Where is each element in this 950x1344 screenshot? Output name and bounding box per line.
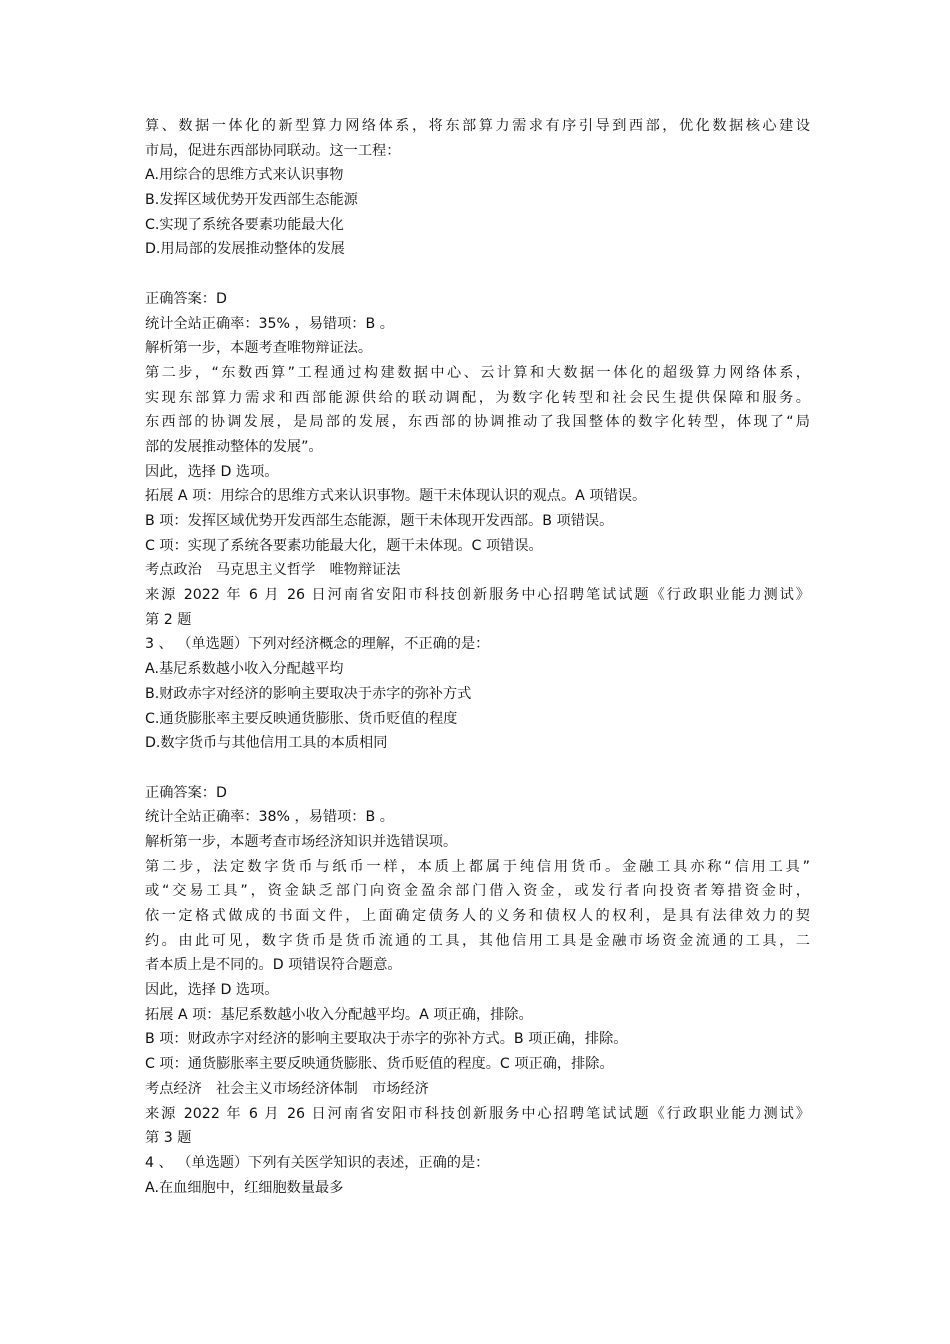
q2-source: 来源 2022 年 6 月 26 日河南省安阳市科技创新服务中心招聘笔试试题《行政职业能力测试》 [145,587,810,604]
q2-option-a: A.用综合的思维方式来认识事物 [145,167,344,184]
q3-analysis-line: 依一定格式做成的书面文件，上面确定债务人的义务和债权人的权利，是具有法律效力的契 [145,908,810,924]
q2-analysis-line: 第二步，“东数西算”工程通过构建数据中心、云计算和大数据一体化的超级算力网络体系， [145,364,810,381]
q2-analysis-line: B 项：发挥区域优势开发西部生态能源，题干未体现开发西部。B 项错误。 [145,513,614,529]
q2-analysis-line: 部的发展推动整体的发展”。 [145,438,323,455]
q2-analysis-line: C 项：实现了系统各要素功能最大化，题干未体现。C 项错误。 [145,537,543,554]
q2-stem-line: 市局，促进东西部协同联动。这一工程： [145,142,401,159]
q3-analysis-line: 约。由此可见，数字货币是货币流通的工具，其他信用工具是金融市场资金流通的工具，二 [145,932,810,949]
q3-analysis-line: 因此，选择 D 选项。 [145,982,279,999]
q3-answer: 正确答案：D [145,784,227,801]
q3-topic: 考点经济 社会主义市场经济体制 市场经济 [145,1080,429,1097]
q3-analysis-line: 或“交易工具”，资金缺乏部门向资金盈余部门借入资金，或发行者向投资者筹措资金时， [145,883,810,900]
q2-stem-line: 算、数据一体化的新型算力网络体系，将东部算力需求有序引导到西部，优化数据核心建设 [145,118,810,134]
q2-answer: 正确答案：D [145,290,227,307]
q3-option-d: D.数字货币与其他信用工具的本质相同 [145,735,388,752]
q2-analysis-line: 拓展 A 项：用综合的思维方式来认识事物。题干未体现认识的观点。A 项错误。 [145,488,647,505]
q2-option-c: C.实现了系统各要素功能最大化 [145,216,344,233]
q4-stem: 4 、 （单选题）下列有关医学知识的表述，正确的是： [145,1154,490,1171]
q3-source: 来源 2022 年 6 月 26 日河南省安阳市科技创新服务中心招聘笔试试题《行政职业能力测试》 [145,1105,810,1122]
q2-source-number: 第 2 题 [145,611,192,628]
q2-stats: 统计全站正确率：35% ，易错项：B 。 [145,315,394,332]
q3-option-c: C.通货膨胀率主要反映通货膨胀、货币贬值的程度 [145,710,458,727]
spacer [145,756,810,781]
q3-stats: 统计全站正确率：38% ，易错项：B 。 [145,809,394,826]
q2-analysis-line: 解析第一步，本题考查唯物辩证法。 [145,340,373,357]
q3-analysis-line: 者本质上是不同的。D 项错误符合题意。 [145,957,402,974]
q3-analysis-line: C 项：通货膨胀率主要反映通货膨胀、货币贬值的程度。C 项正确，排除。 [145,1056,614,1073]
q3-analysis-line: 拓展 A 项：基尼系数越小收入分配越平均。A 项正确，排除。 [145,1006,533,1023]
spacer [145,262,810,287]
q3-analysis-line: 第二步，法定数字货币与纸币一样，本质上都属于纯信用货币。金融工具亦称“信用工具” [145,858,810,875]
q2-topic: 考点政治 马克思主义哲学 唯物辩证法 [145,562,401,579]
q3-option-b: B.财政赤字对经济的影响主要取决于赤字的弥补方式 [145,685,472,702]
q3-analysis-line: B 项：财政赤字对经济的影响主要取决于赤字的弥补方式。B 项正确，排除。 [145,1031,628,1048]
q3-option-a: A.基尼系数越小收入分配越平均 [145,661,344,678]
q3-source-number: 第 3 题 [145,1130,192,1147]
q2-analysis-line: 东西部的协调发展，是局部的发展，东西部的协调推动了我国整体的数字化转型，体现了“局 [145,414,810,431]
q3-stem: 3 、 （单选题）下列对经济概念的理解，不正确的是： [145,636,490,653]
q2-option-d: D.用局部的发展推动整体的发展 [145,241,345,258]
q2-analysis-line: 实现东部算力需求和西部能源供给的联动调配，为数字化转型和社会民生提供保障和服务。 [145,389,810,406]
q2-option-b: B.发挥区域优势开发西部生态能源 [145,192,358,209]
q3-analysis-line: 解析第一步，本题考查市场经济知识并选错误项。 [145,833,458,850]
q4-option-a: A.在血细胞中，红细胞数量最多 [145,1179,344,1196]
document-page [145,114,810,1200]
q2-analysis-line: 因此，选择 D 选项。 [145,463,279,480]
